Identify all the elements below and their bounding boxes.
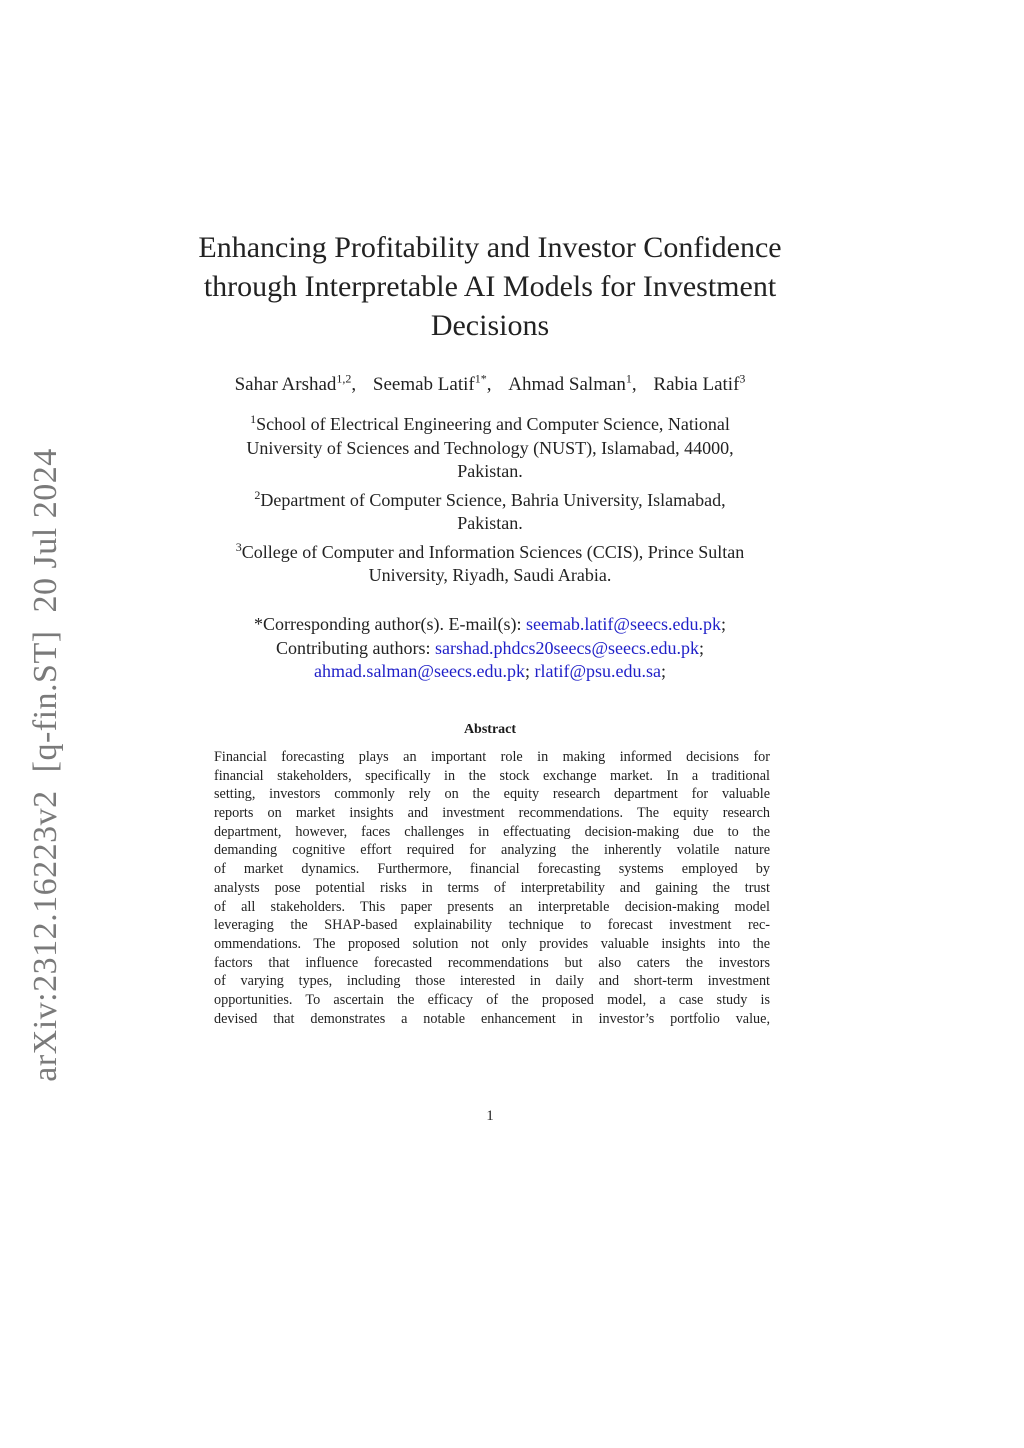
abstract-line: reports on market insights and investment recommendations. The equity research — [214, 805, 770, 822]
page-number: 1 — [486, 1108, 494, 1124]
contributing-email-link[interactable]: sarshad.phdcs20seecs@seecs.edu.pk — [434, 637, 699, 658]
arxiv-id: arXiv:2312.16223v2 — [27, 790, 64, 1082]
abstract-line: ommendations. The proposed solution not only provides valuable insights into the — [214, 935, 770, 952]
author: Sahar Arshad$^{1,2}$, — [234, 372, 357, 396]
author: Seemab Latif$^{1*}$, — [372, 372, 492, 396]
contributing-authors-line: Contributing authors: sarshad.phdcs20seecs@seecs.edu.pk; — [275, 637, 704, 658]
author-list — [160, 372, 820, 396]
abstract-line: demanding cognitive effort required for analyzing the inherently volatile nature — [214, 842, 770, 859]
affiliation: $^1$School of Electrical Engineering and Computer Science, National University of Sciences and Technology (NUST), Islamabad, 44000, Pakistan. — [246, 412, 734, 481]
abstract-line: of varying types, including those interested in daily and short-term investment — [214, 973, 770, 990]
abstract-line: analysts pose potential risks in terms of interpretability and gaining the trust — [214, 879, 770, 896]
corresponding-author-line: *Corresponding author(s). E-mail(s): seemab.latif@seecs.edu.pk; — [254, 614, 726, 634]
author: Ahmad Salman$^1$, — [508, 372, 637, 396]
arxiv-category: [q-fin.ST] — [27, 630, 64, 773]
title-line: Enhancing Profitability and Investor Confidence — [198, 231, 782, 264]
abstract-line: setting, investors commonly rely on the equity research department for valuable — [214, 786, 770, 803]
affiliation: $^2$Department of Computer Science, Bahria University, Islamabad, Pakistan. — [254, 487, 726, 533]
arxiv-identifier-stamp — [27, 448, 65, 1081]
abstract-line: Financial forecasting plays an important role in making informed decisions for — [214, 749, 770, 765]
affiliation: $^3$College of Computer and Information Sciences (CCIS), Prince Sultan University, Riyadh, Saudi Arabia. — [235, 539, 745, 585]
affiliation-list — [180, 408, 800, 588]
contributing-email-link[interactable]: rlatif@psu.edu.sa — [534, 661, 662, 681]
abstract-line: opportunities. To ascertain the efficacy of the proposed model, a case study is — [214, 991, 770, 1008]
abstract-line: department, however, faces challenges in effectuating decision-making due to the — [214, 823, 770, 840]
paper-title — [180, 228, 800, 345]
arxiv-date: 20 Jul 2024 — [27, 448, 64, 613]
abstract-line: of all stakeholders. This paper presents an interpretable decision-making model — [214, 898, 770, 915]
title-line: through Interpretable AI Models for Investment — [203, 270, 777, 303]
abstract-heading: Abstract — [463, 722, 517, 737]
contact-block — [180, 613, 800, 684]
corresponding-email-link[interactable]: seemab.latif@seecs.edu.pk — [525, 614, 721, 634]
abstract-line: leveraging the SHAP-based explainability technique to forecast investment rec- — [214, 917, 770, 934]
abstract-line: of market dynamics. Furthermore, financial forecasting systems employed by — [214, 861, 770, 878]
abstract-line: financial stakeholders, specifically in the stock exchange market. In a traditional — [214, 767, 770, 784]
abstract-body — [214, 748, 770, 1028]
contributing-authors-line-2: ahmad.salman@seecs.edu.pk; rlatif@psu.edu.sa; — [313, 661, 667, 681]
author: Rabia Latif$^3$ — [653, 372, 746, 396]
contributing-email-link[interactable]: ahmad.salman@seecs.edu.pk — [313, 661, 525, 681]
abstract-line: factors that influence forecasted recommendations but also caters the investors — [214, 954, 770, 971]
title-line: Decisions — [430, 309, 550, 342]
abstract-line: devised that demonstrates a notable enhancement in investor’s portfolio value, — [214, 1010, 770, 1027]
